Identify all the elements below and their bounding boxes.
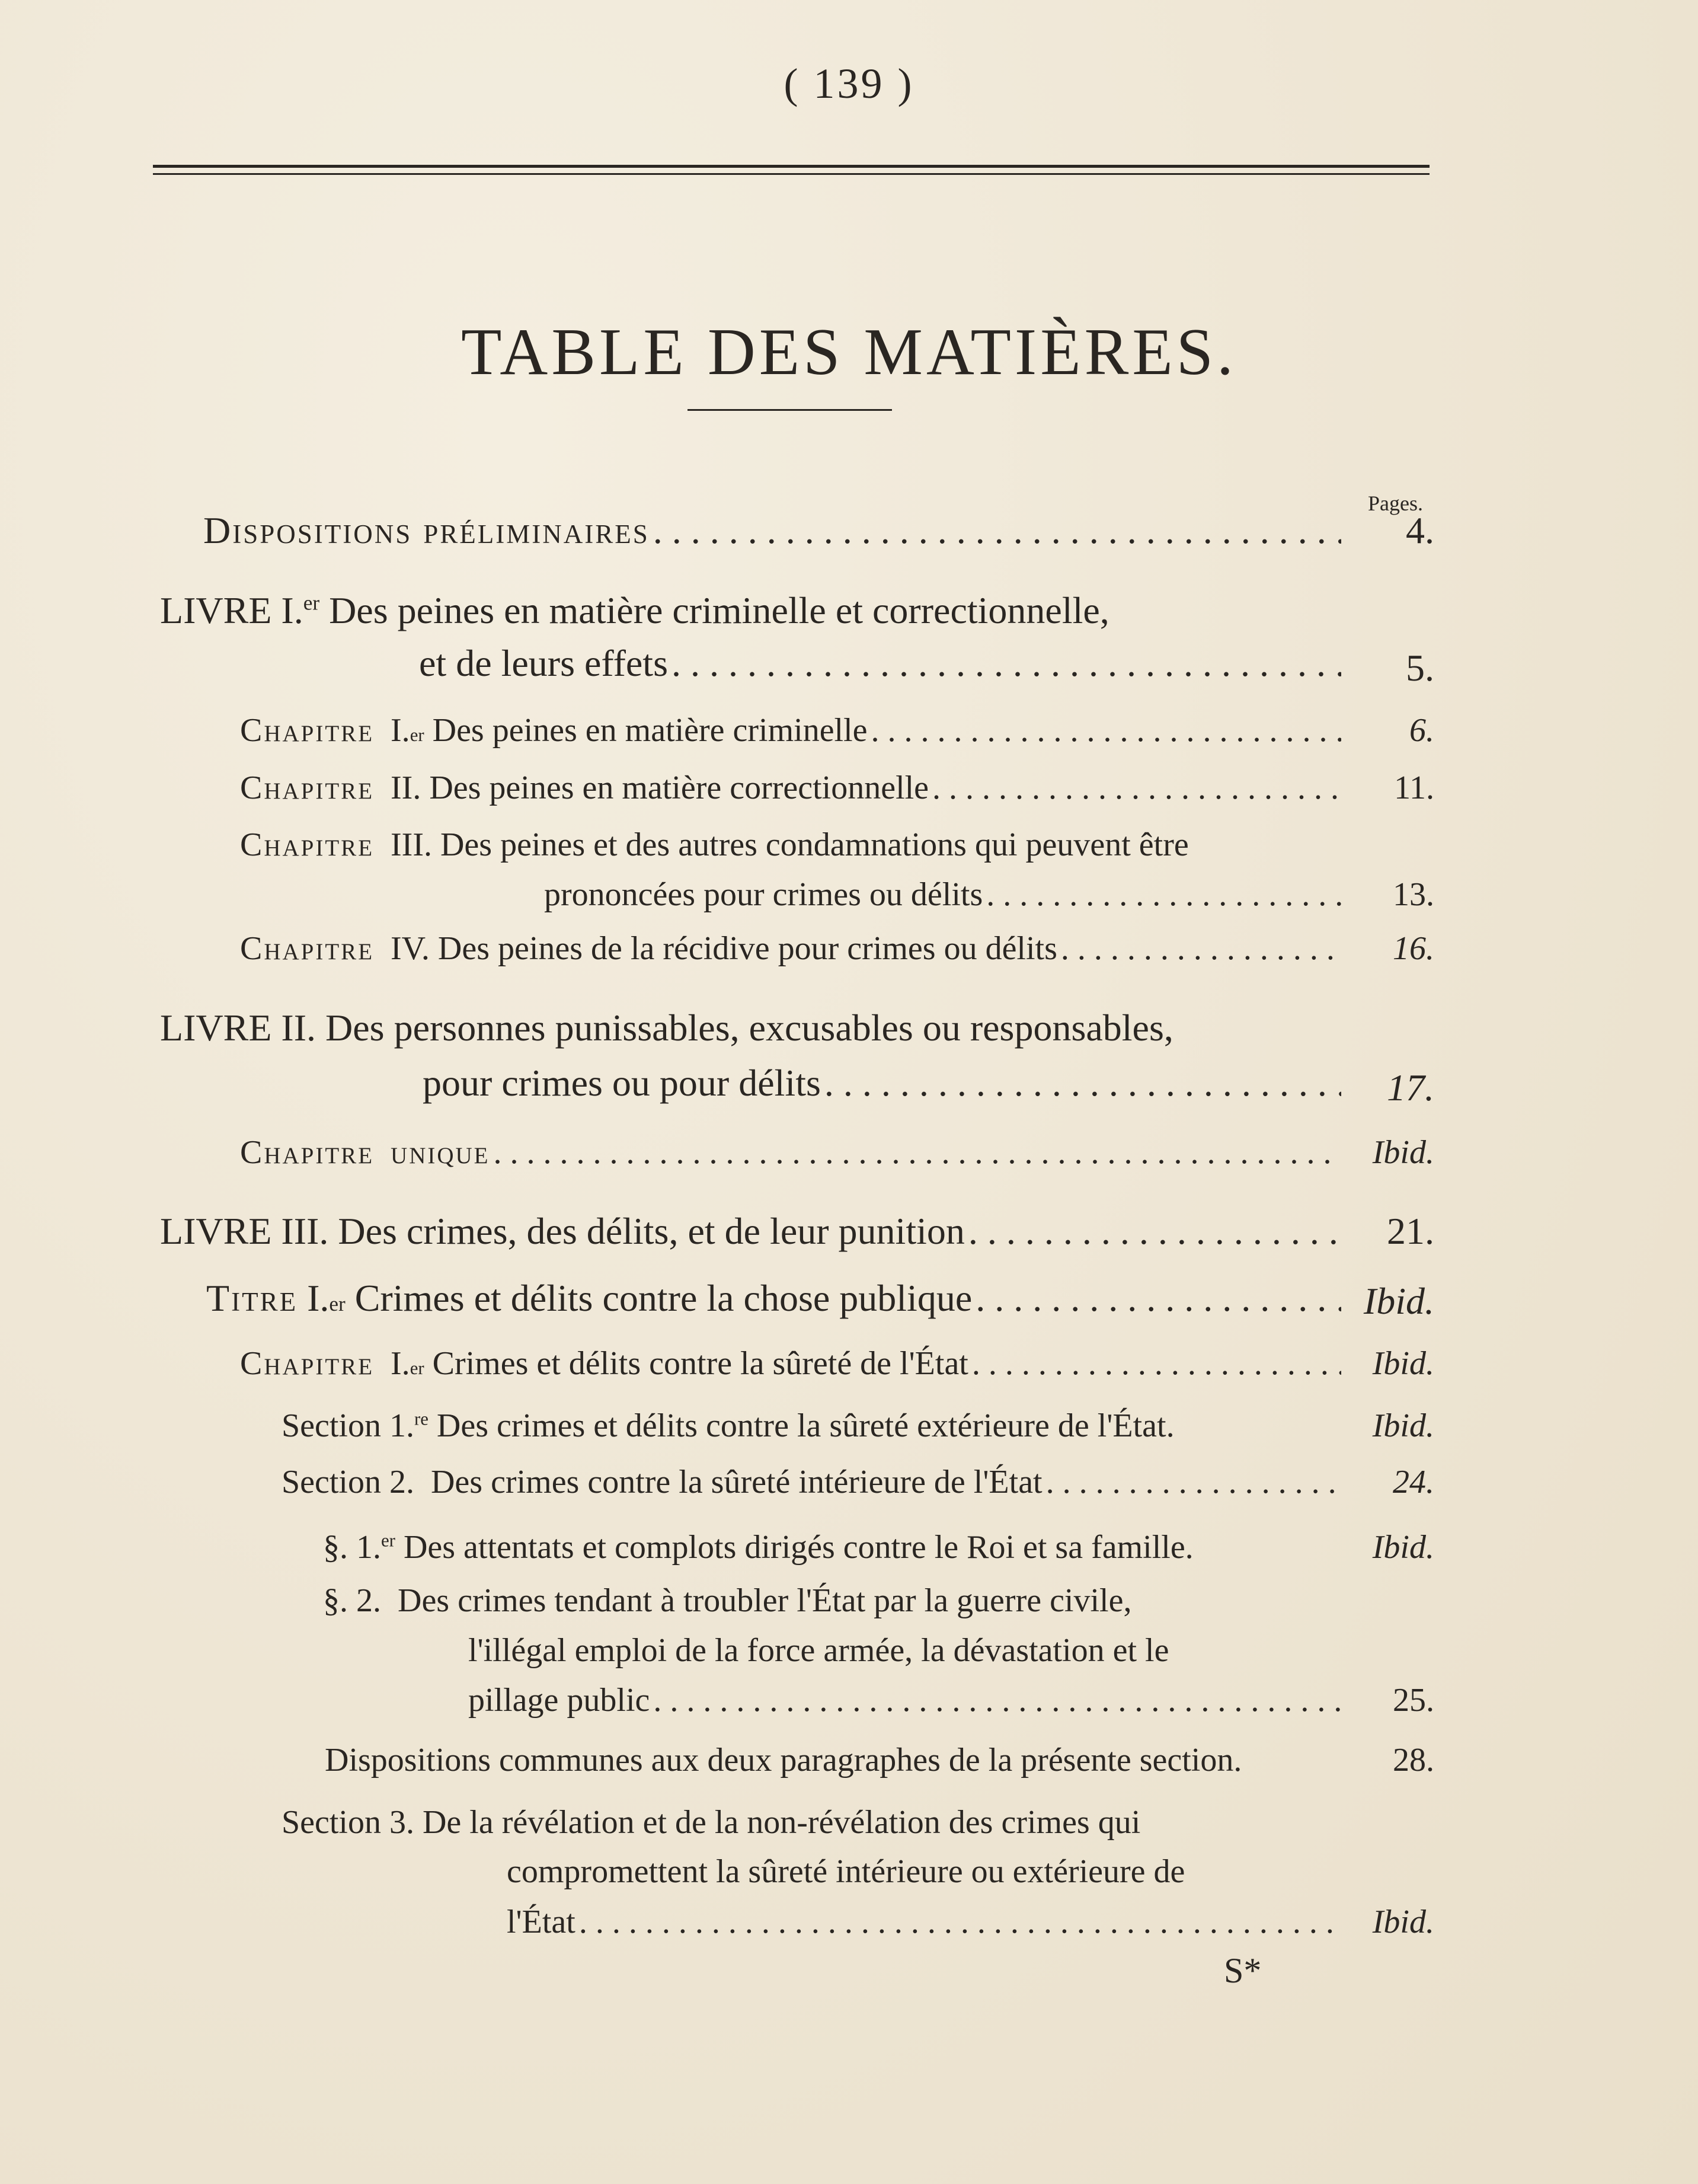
dot-leader xyxy=(972,1276,1341,1320)
entry-sup: er xyxy=(410,1358,424,1378)
toc-entry-chapitre-3 xyxy=(240,826,1189,864)
entry-text: Des peines de la récidive pour crimes ou délits xyxy=(437,930,1057,967)
toc-entry-chapitre-1 xyxy=(240,711,1341,749)
entry-text-line2: et de leurs effets xyxy=(419,642,668,684)
entry-num: I. xyxy=(391,712,410,749)
page-ref: Ibid. xyxy=(1372,1529,1434,1566)
dot-leader xyxy=(668,641,1341,685)
dot-leader xyxy=(929,769,1341,807)
dot-leader xyxy=(821,1061,1341,1105)
title-rule xyxy=(687,409,892,411)
entry-sup: er xyxy=(303,591,320,615)
toc-entry-paragraphe-1 xyxy=(323,1528,1194,1566)
entry-text-line1: Des personnes punissables, excusables ou responsables, xyxy=(325,1007,1173,1049)
dot-leader xyxy=(1057,930,1341,968)
toc-entry-section-3-line2 xyxy=(507,1853,1185,1891)
page-ref: Ibid. xyxy=(1372,1904,1434,1940)
entry-num: I. xyxy=(307,1277,330,1319)
toc-entry-livre-1-cont xyxy=(419,641,1341,685)
entry-label: LIVRE III. xyxy=(160,1210,329,1252)
entry-label: Chapitre xyxy=(240,1134,375,1171)
entry-label: Section xyxy=(282,1407,381,1444)
entry-num: 1. xyxy=(389,1407,414,1444)
entry-num: II. xyxy=(391,769,421,806)
dot-leader xyxy=(965,1209,1341,1253)
toc-entry-dispositions-preliminaires xyxy=(203,509,1341,553)
entry-sup: er xyxy=(381,1530,395,1551)
page-ref: 21. xyxy=(1387,1210,1434,1252)
entry-text: unique xyxy=(391,1134,490,1171)
toc-entry-livre-3 xyxy=(160,1209,1341,1253)
entry-sup: er xyxy=(329,1292,346,1315)
dot-leader xyxy=(1043,1463,1341,1501)
top-rule xyxy=(153,165,1430,168)
toc-entry-chapitre-unique xyxy=(240,1133,1341,1171)
entry-num: I. xyxy=(391,1345,410,1382)
entry-text-line3: l'État xyxy=(507,1904,575,1940)
entry-text: Crimes et délits contre la chose publique xyxy=(354,1277,973,1319)
dot-leader xyxy=(490,1133,1342,1171)
entry-text: Des attentats et complots dirigés contre le Roi et sa famille. xyxy=(403,1529,1194,1566)
entry-text: Dispositions communes aux deux paragraphes de la présente section. xyxy=(325,1742,1242,1779)
page-ref: Ibid. xyxy=(1372,1345,1434,1382)
entry-text-line2: l'illégal emploi de la force armée, la dévastation et le xyxy=(468,1632,1169,1669)
page-ref: 4. xyxy=(1406,509,1434,551)
dot-leader xyxy=(983,876,1341,914)
entry-label: Chapitre xyxy=(240,1345,375,1382)
entry-label: Chapitre xyxy=(240,826,375,863)
entry-text: Des peines en matière criminelle xyxy=(432,712,868,749)
toc-entry-livre-2 xyxy=(160,1006,1173,1050)
entry-label: Titre xyxy=(206,1277,298,1319)
entry-label: §. 2. xyxy=(323,1582,381,1619)
entry-num: 2. xyxy=(389,1464,414,1500)
page-ref: 28. xyxy=(1393,1742,1434,1779)
entry-label: Section xyxy=(282,1804,381,1841)
entry-label: Section xyxy=(282,1464,381,1500)
entry-text-line2: pour crimes ou pour délits xyxy=(423,1062,821,1104)
page-ref: 11. xyxy=(1394,769,1434,806)
toc-entry-chapitre-1b xyxy=(240,1345,1341,1382)
signature-mark: S* xyxy=(1224,1951,1262,1990)
toc-entry-paragraphe-2-line3 xyxy=(468,1681,1341,1719)
entry-label: Chapitre xyxy=(240,712,375,749)
entry-sup: re xyxy=(414,1409,429,1429)
toc-entry-paragraphe-2-line2 xyxy=(468,1631,1169,1669)
entry-text: Des crimes contre la sûreté intérieure de l'État xyxy=(430,1464,1043,1500)
dot-leader xyxy=(868,711,1341,749)
entry-label: LIVRE II. xyxy=(160,1007,316,1049)
entry-text-line1: Des crimes tendant à troubler l'État par la guerre civile, xyxy=(398,1582,1132,1619)
entry-text-line1: Des peines en matière criminelle et correctionnelle, xyxy=(329,589,1109,631)
page-ref: 24. xyxy=(1393,1464,1434,1500)
dot-leader xyxy=(650,509,1341,553)
toc-entry-livre-2-cont xyxy=(423,1061,1341,1105)
toc-entry-paragraphe-2 xyxy=(323,1582,1131,1620)
page-title: TABLE DES MATIÈRES. xyxy=(461,315,1237,389)
toc-entry-chapitre-2 xyxy=(240,769,1341,807)
page-ref: 17. xyxy=(1387,1067,1434,1109)
entry-text: Des crimes, des délits, et de leur punition xyxy=(338,1210,965,1252)
entry-sup: er xyxy=(410,725,424,745)
entry-num: III. xyxy=(391,826,432,863)
entry-num: IV. xyxy=(391,930,430,967)
entry-text: Crimes et délits contre la sûreté de l'État xyxy=(432,1345,968,1382)
page-ref: Ibid. xyxy=(1372,1407,1434,1444)
toc-entry-section-3 xyxy=(282,1803,1140,1841)
toc-entry-section-1 xyxy=(282,1407,1175,1445)
toc-entry-section-3-line3 xyxy=(507,1903,1341,1941)
toc-entry-section-2 xyxy=(282,1463,1341,1501)
toc-entry-livre-1 xyxy=(160,589,1109,633)
entry-label: Chapitre xyxy=(240,769,375,806)
entry-label: LIVRE I. xyxy=(160,589,303,631)
page-number: ( 139 ) xyxy=(784,60,914,107)
entry-label: §. 1. xyxy=(323,1529,381,1566)
toc-entry-chapitre-4 xyxy=(240,930,1341,968)
page-ref: Ibid. xyxy=(1363,1280,1434,1322)
entry-text: Des crimes et délits contre la sûreté extérieure de l'État. xyxy=(436,1407,1175,1444)
page-ref: 6. xyxy=(1409,712,1434,749)
dot-leader xyxy=(968,1345,1341,1382)
entry-label: Chapitre xyxy=(240,930,375,967)
dot-leader xyxy=(650,1681,1341,1719)
top-rule-thin xyxy=(153,173,1430,175)
page-ref: 5. xyxy=(1406,647,1434,689)
entry-text-line2: prononcées pour crimes ou délits xyxy=(544,876,983,913)
entry-num: 3. xyxy=(389,1804,414,1841)
page-ref: 13. xyxy=(1393,876,1434,913)
pages-column-label: Pages. xyxy=(1368,491,1423,515)
entry-text: Des peines en matière correctionnelle xyxy=(429,769,929,806)
toc-entry-titre-1 xyxy=(206,1276,1341,1320)
entry-text-line1: De la révélation et de la non-révélation des crimes qui xyxy=(422,1804,1141,1841)
dot-leader xyxy=(575,1903,1341,1941)
page-ref: 16. xyxy=(1393,930,1434,967)
entry-text-line2: compromettent la sûreté intérieure ou extérieure de xyxy=(507,1853,1185,1890)
entry-text: Dispositions préliminaires xyxy=(203,509,650,551)
page-ref: 25. xyxy=(1393,1682,1434,1719)
entry-text-line1: Des peines et des autres condamnations qui peuvent être xyxy=(440,826,1189,863)
page-ref: Ibid. xyxy=(1372,1134,1434,1171)
entry-text-line3: pillage public xyxy=(468,1682,650,1719)
toc-entry-dispositions-communes xyxy=(325,1741,1242,1779)
toc-entry-chapitre-3-cont xyxy=(544,876,1341,914)
